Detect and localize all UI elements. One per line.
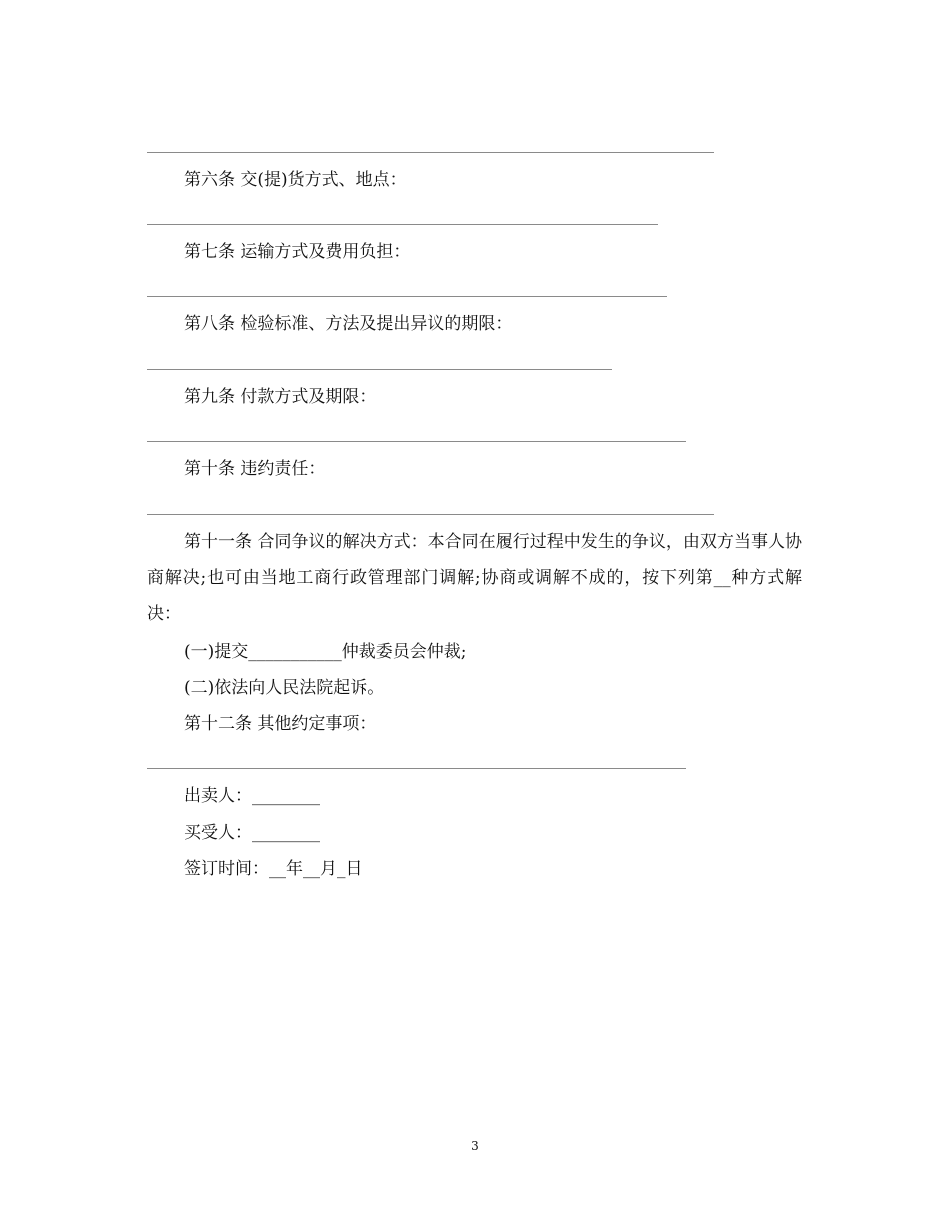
article-12-heading: 第十二条 其他约定事项： [184,714,377,734]
article-8-heading: 第八条 检验标准、方法及提出异议的期限： [184,314,513,334]
blank-line-article-9 [147,441,686,442]
article-9-heading: 第九条 付款方式及期限： [184,387,377,407]
blank-line-article-6 [147,224,658,225]
blank-line-article-12 [147,768,686,769]
blank-line-before-article-6 [147,152,714,153]
article-10-heading: 第十条 违约责任： [184,459,326,479]
blank-line-article-10 [147,514,714,515]
blank-line-article-8 [147,369,612,370]
buyer-signature: 买受人：________ [184,823,320,843]
article-11-option-2: (二)依法向人民法院起诉。 [184,678,385,698]
article-11-paragraph: 第十一条 合同争议的解决方式：本合同在履行过程中发生的争议，由双方当事人协商解决;也可由当地工商行政管理部门调解;协商或调解不成的，按下列第__种方式解决： [147,532,802,624]
article-7-heading: 第七条 运输方式及费用负担： [184,242,411,262]
article-11-option-1: (一)提交___________仲裁委员会仲裁; [184,642,467,662]
blank-line-article-7 [147,296,667,297]
seller-signature: 出卖人：________ [184,786,320,806]
page-number: 3 [471,1139,479,1153]
signing-date: 签订时间：__年__月_日 [184,859,363,879]
article-6-heading: 第六条 交(提)货方式、地点： [184,170,407,190]
